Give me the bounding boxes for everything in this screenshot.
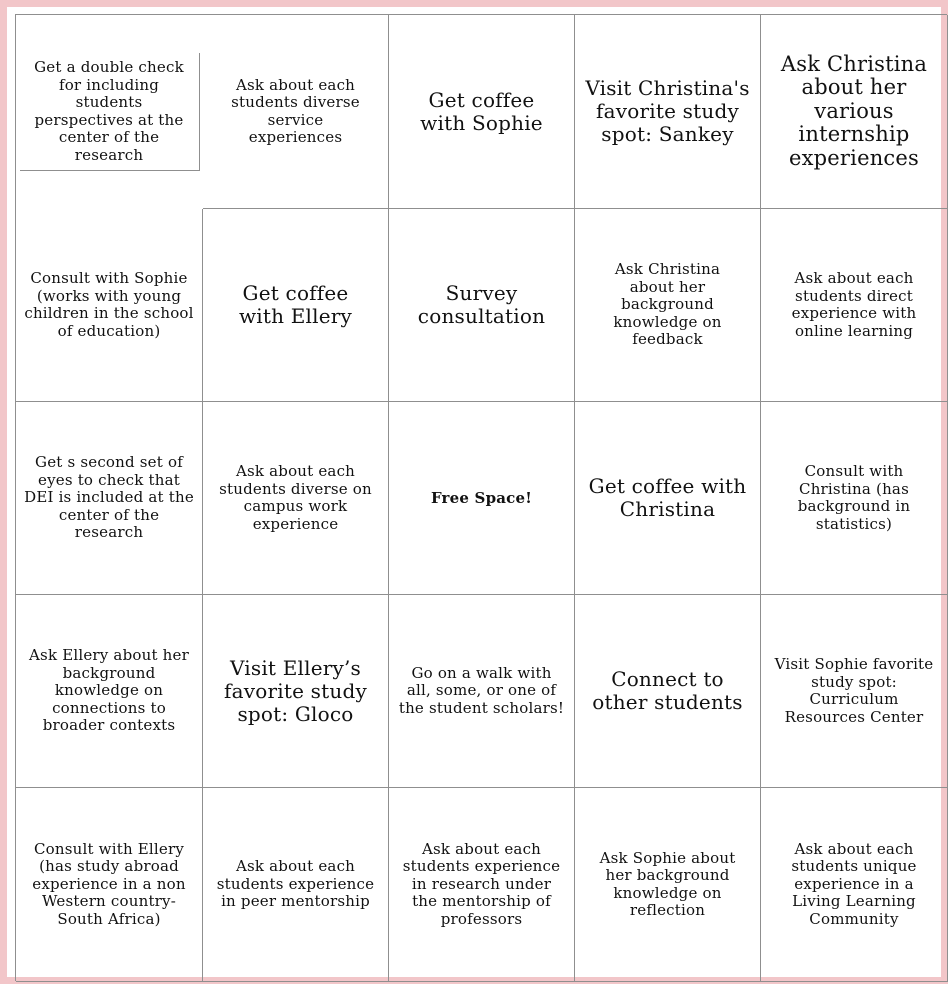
bingo-cell-r2c4[interactable] [575, 209, 761, 402]
bingo-cell-r5c5[interactable] [761, 788, 948, 982]
bingo-cell-text: Consult with Sophie (works with young children in the school of education) [24, 269, 194, 340]
bingo-cell-r4c4[interactable] [575, 595, 761, 788]
bingo-cell-text: Consult with Ellery (has study abroad experience in a non Western country- South Africa) [32, 839, 186, 928]
free-space-label: Free Space! [430, 489, 533, 507]
bingo-cell-text: Ask Sophie about her background knowledge on reflection [599, 848, 736, 919]
bingo-cell-text: Ask about each students diverse service experiences [231, 75, 360, 146]
bingo-cell-text: Visit Christina's favorite study spot: Sankey [585, 76, 750, 146]
bingo-cell-text: Visit Sophie favorite study spot: Curriculum Resources Center [774, 655, 934, 726]
bingo-cell-text: Ask about each students unique experience in a Living Learning Community [791, 839, 917, 928]
bingo-grid [15, 14, 947, 981]
bingo-cell-text: Ask about each students experience in research under the mentorship of professors [402, 839, 561, 928]
bingo-cell-text: Ask about each students direct experience with online learning [791, 269, 917, 340]
bingo-cell-text: Ask Ellery about her background knowledge on connections to broader contexts [29, 646, 189, 735]
bingo-cell-r1c4[interactable] [575, 15, 761, 209]
bingo-cell-r4c5[interactable] [761, 595, 948, 788]
bingo-cell-text: Ask Christina about her background knowledge on feedback [613, 260, 722, 349]
bingo-cell-text: Survey consultation [417, 281, 546, 328]
bingo-cell-r4c3[interactable] [389, 595, 575, 788]
bingo-cell-r4c2[interactable] [203, 595, 389, 788]
bingo-cell-r2c3[interactable] [389, 209, 575, 402]
bingo-cell-r3c4[interactable] [575, 402, 761, 595]
bingo-cell-text: Ask about each students diverse on campus work experience [219, 462, 372, 533]
bingo-cell-text: Go on a walk with all, some, or one of the student scholars! [398, 663, 565, 717]
bingo-cell-r3c2[interactable] [203, 402, 389, 595]
bingo-cell-r3c1[interactable] [16, 402, 203, 595]
bingo-cell-text: Ask about each students experience in peer mentorship [216, 857, 375, 911]
bingo-cell-r5c3[interactable] [389, 788, 575, 982]
bingo-cell-text: Get coffee with Christina [588, 474, 747, 521]
bingo-cell-r5c1[interactable] [16, 788, 203, 982]
bingo-cell-r3c5[interactable] [761, 402, 948, 595]
bingo-cell-text: Ask Christina about her various internship experiences [780, 51, 928, 170]
bingo-cell-r2c2[interactable] [203, 209, 389, 402]
bingo-cell-r1c5[interactable] [761, 15, 948, 209]
bingo-cell-text: Consult with Christina (has background in statistics) [797, 462, 911, 533]
bingo-cell-text: Get s second set of eyes to check that DEI is included at the center of the research [24, 453, 194, 542]
bingo-cell-text: Visit Ellery’s favorite study spot: Gloco [224, 655, 367, 726]
bingo-cell-text: Get coffee with Ellery [238, 281, 353, 328]
bingo-cell-text: Connect to other students [592, 667, 743, 714]
bingo-cell-r5c2[interactable] [203, 788, 389, 982]
bingo-cell-text: Get a double check for including students perspectives at the center of the research [34, 58, 184, 164]
bingo-cell-r1c2[interactable] [203, 15, 389, 209]
bingo-cell-r5c4[interactable] [575, 788, 761, 982]
bingo-cell-r2c5[interactable] [761, 209, 948, 402]
bingo-cell-free-space[interactable] [389, 402, 575, 595]
bingo-cell-r4c1[interactable] [16, 595, 203, 788]
bingo-cell-r1c3[interactable] [389, 15, 575, 209]
bingo-cell-text: Get coffee with Sophie [420, 87, 543, 135]
bingo-cell-r1c1[interactable] [20, 53, 200, 171]
bingo-cell-r2c1[interactable] [16, 209, 203, 402]
